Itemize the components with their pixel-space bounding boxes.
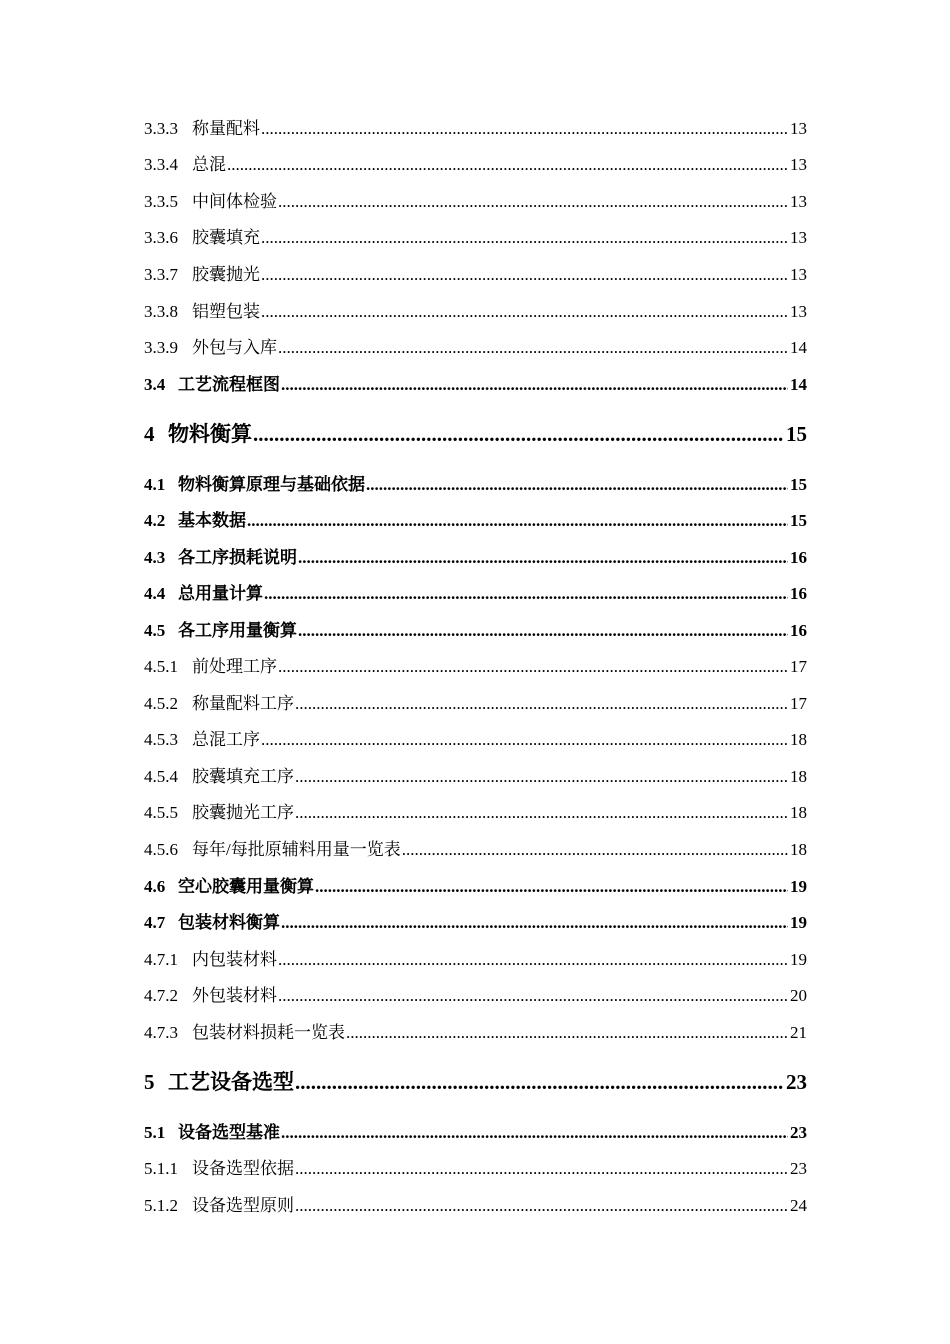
toc-entry-page-number: 16 [790, 584, 807, 603]
toc-entry-number: 4.7.1 [144, 950, 178, 969]
toc-entry-title: 称量配料 [192, 119, 260, 138]
toc-entry-page-number: 13 [790, 155, 807, 174]
toc-entry-title: 总混工序 [192, 730, 260, 749]
toc-entry-page-number: 14 [790, 375, 807, 394]
toc-entry-title: 物料衡算 [168, 422, 252, 446]
toc-entry-3-3-8[interactable] [144, 300, 807, 324]
toc-entry-title: 基本数据 [178, 511, 246, 530]
toc-entry-3-3-7[interactable] [144, 263, 807, 287]
dot-leader [295, 765, 788, 789]
toc-entry-page-number: 23 [790, 1159, 807, 1178]
toc-entry-4-5-2[interactable] [144, 692, 807, 716]
toc-entry-page-number: 17 [790, 657, 807, 676]
toc-entry-title: 前处理工序 [192, 657, 277, 676]
toc-entry-page-number: 20 [790, 986, 807, 1005]
toc-entry-page-number: 18 [790, 730, 807, 749]
toc-entry-4-7-2[interactable] [144, 984, 807, 1008]
dot-leader [261, 728, 788, 752]
toc-entry-page-number: 13 [790, 302, 807, 321]
toc-entry-title: 各工序用量衡算 [178, 621, 297, 640]
toc-entry-number: 3.3.9 [144, 338, 178, 357]
toc-entry-number: 5.1.2 [144, 1196, 178, 1215]
toc-entry-number: 4.5.5 [144, 803, 178, 822]
dot-leader [278, 336, 788, 360]
dot-leader [366, 473, 788, 497]
toc-entry-title: 设备选型原则 [192, 1196, 294, 1215]
dot-leader [295, 692, 788, 716]
toc-entry-title: 外包装材料 [192, 986, 277, 1005]
dot-leader [253, 419, 784, 449]
toc-entry-title: 胶囊填充 [192, 228, 260, 247]
toc-entry-3-3-5[interactable] [144, 190, 807, 214]
toc-entry-4-3[interactable] [144, 546, 807, 570]
toc-entry-title: 每年/每批原辅料用量一览表 [192, 840, 401, 859]
toc-entry-page-number: 13 [790, 265, 807, 284]
toc-entry-number: 4 [144, 422, 155, 446]
toc-entry-page-number: 17 [790, 694, 807, 713]
toc-entry-number: 4.5 [144, 621, 166, 640]
toc-entry-title: 外包与入库 [192, 338, 277, 357]
dot-leader [261, 263, 788, 287]
toc-entry-3-3-9[interactable] [144, 336, 807, 360]
toc-entry-number: 3.3.8 [144, 302, 178, 321]
toc-entry-number: 5.1 [144, 1123, 166, 1142]
toc-entry-4-4[interactable] [144, 582, 807, 606]
toc-entry-page-number: 19 [790, 913, 807, 932]
dot-leader [295, 1194, 788, 1218]
dot-leader [261, 226, 788, 250]
toc-entry-4-5-3[interactable] [144, 728, 807, 752]
toc-entry-number: 3.4 [144, 375, 166, 394]
toc-entry-number: 3.3.4 [144, 155, 178, 174]
toc-entry-number: 4.7.2 [144, 986, 178, 1005]
toc-entry-title: 包装材料衡算 [178, 913, 280, 932]
toc-entry-3-3-4[interactable] [144, 153, 807, 177]
toc-entry-4-7-3[interactable] [144, 1021, 807, 1045]
toc-entry-number: 3.3.5 [144, 192, 178, 211]
toc-entry-page-number: 23 [786, 1070, 807, 1094]
dot-leader [346, 1021, 788, 1045]
toc-entry-page-number: 16 [790, 621, 807, 640]
dot-leader [278, 984, 788, 1008]
toc-entry-page-number: 19 [790, 877, 807, 896]
toc-entry-number: 4.5.6 [144, 840, 178, 859]
toc-entry-page-number: 13 [790, 192, 807, 211]
toc-entry-5[interactable] [144, 1067, 807, 1097]
toc-entry-number: 5 [144, 1070, 155, 1094]
toc-entry-number: 3.3.6 [144, 228, 178, 247]
toc-entry-number: 4.5.3 [144, 730, 178, 749]
toc-entry-title: 工艺设备选型 [168, 1070, 294, 1094]
toc-entry-3-4[interactable] [144, 373, 807, 397]
toc-entry-page-number: 18 [790, 840, 807, 859]
dot-leader [264, 582, 788, 606]
toc-entry-4-5-5[interactable] [144, 801, 807, 825]
toc-entry-4-5-6[interactable] [144, 838, 807, 862]
toc-entry-page-number: 21 [790, 1023, 807, 1042]
toc-entry-4-2[interactable] [144, 509, 807, 533]
dot-leader [278, 190, 788, 214]
dot-leader [261, 117, 788, 141]
toc-entry-4-5-1[interactable] [144, 655, 807, 679]
toc-entry-4-1[interactable] [144, 473, 807, 497]
toc-entry-number: 4.4 [144, 584, 166, 603]
toc-entry-title: 胶囊抛光 [192, 265, 260, 284]
dot-leader [295, 801, 788, 825]
toc-entry-number: 3.3.7 [144, 265, 178, 284]
toc-entry-5-1-1[interactable] [144, 1157, 807, 1181]
toc-entry-number: 4.3 [144, 548, 166, 567]
dot-leader [298, 619, 788, 643]
toc-entry-title: 称量配料工序 [192, 694, 294, 713]
toc-entry-title: 总混 [192, 155, 226, 174]
toc-entry-number: 3.3.3 [144, 119, 178, 138]
toc-entry-5-1[interactable] [144, 1121, 807, 1145]
toc-entry-4-7[interactable] [144, 911, 807, 935]
toc-entry-number: 4.6 [144, 877, 166, 896]
toc-entry-title: 包装材料损耗一览表 [192, 1023, 345, 1042]
toc-entry-page-number: 13 [790, 228, 807, 247]
toc-entry-number: 4.5.1 [144, 657, 178, 676]
dot-leader [247, 509, 788, 533]
toc-entry-4-6[interactable] [144, 875, 807, 899]
toc-entry-4-5[interactable] [144, 619, 807, 643]
dot-leader [227, 153, 788, 177]
toc-entry-4[interactable] [144, 419, 807, 449]
toc-entry-title: 胶囊抛光工序 [192, 803, 294, 822]
toc-entry-title: 内包装材料 [192, 950, 277, 969]
toc-entry-title: 空心胶囊用量衡算 [178, 877, 314, 896]
dot-leader [298, 546, 788, 570]
toc-entry-number: 4.1 [144, 475, 166, 494]
dot-leader [402, 838, 788, 862]
toc-entry-title: 设备选型依据 [192, 1159, 294, 1178]
toc-entry-number: 4.2 [144, 511, 166, 530]
toc-entry-number: 4.5.4 [144, 767, 178, 786]
toc-entry-number: 5.1.1 [144, 1159, 178, 1178]
toc-entry-title: 总用量计算 [178, 584, 263, 603]
toc-entry-page-number: 15 [790, 475, 807, 494]
toc-entry-title: 中间体检验 [192, 192, 277, 211]
toc-entry-5-1-2[interactable] [144, 1194, 807, 1218]
toc-entry-title: 设备选型基准 [178, 1123, 280, 1142]
toc-entry-title: 胶囊填充工序 [192, 767, 294, 786]
toc-entry-title: 工艺流程框图 [178, 375, 280, 394]
toc-entry-page-number: 13 [790, 119, 807, 138]
toc-entry-3-3-6[interactable] [144, 226, 807, 250]
dot-leader [278, 655, 788, 679]
toc-entry-page-number: 18 [790, 767, 807, 786]
dot-leader [281, 373, 788, 397]
toc-entry-page-number: 24 [790, 1196, 807, 1215]
toc-entry-number: 4.5.2 [144, 694, 178, 713]
dot-leader [281, 911, 788, 935]
dot-leader [295, 1067, 784, 1097]
toc-entry-title: 铝塑包装 [192, 302, 260, 321]
toc-entry-4-5-4[interactable] [144, 765, 807, 789]
toc-entry-title: 各工序损耗说明 [178, 548, 297, 567]
dot-leader [278, 948, 788, 972]
toc-entry-page-number: 16 [790, 548, 807, 567]
toc-entry-page-number: 23 [790, 1123, 807, 1142]
toc-entry-page-number: 18 [790, 803, 807, 822]
toc-entry-title: 物料衡算原理与基础依据 [178, 475, 365, 494]
dot-leader [315, 875, 788, 899]
toc-entry-page-number: 15 [790, 511, 807, 530]
dot-leader [261, 300, 788, 324]
toc-entry-page-number: 19 [790, 950, 807, 969]
toc-entry-3-3-3[interactable] [144, 117, 807, 141]
toc-entry-number: 4.7 [144, 913, 166, 932]
toc-entry-page-number: 15 [786, 422, 807, 446]
toc-entry-4-7-1[interactable] [144, 948, 807, 972]
dot-leader [295, 1157, 788, 1181]
dot-leader [281, 1121, 788, 1145]
toc-entry-page-number: 14 [790, 338, 807, 357]
toc-entry-number: 4.7.3 [144, 1023, 178, 1042]
